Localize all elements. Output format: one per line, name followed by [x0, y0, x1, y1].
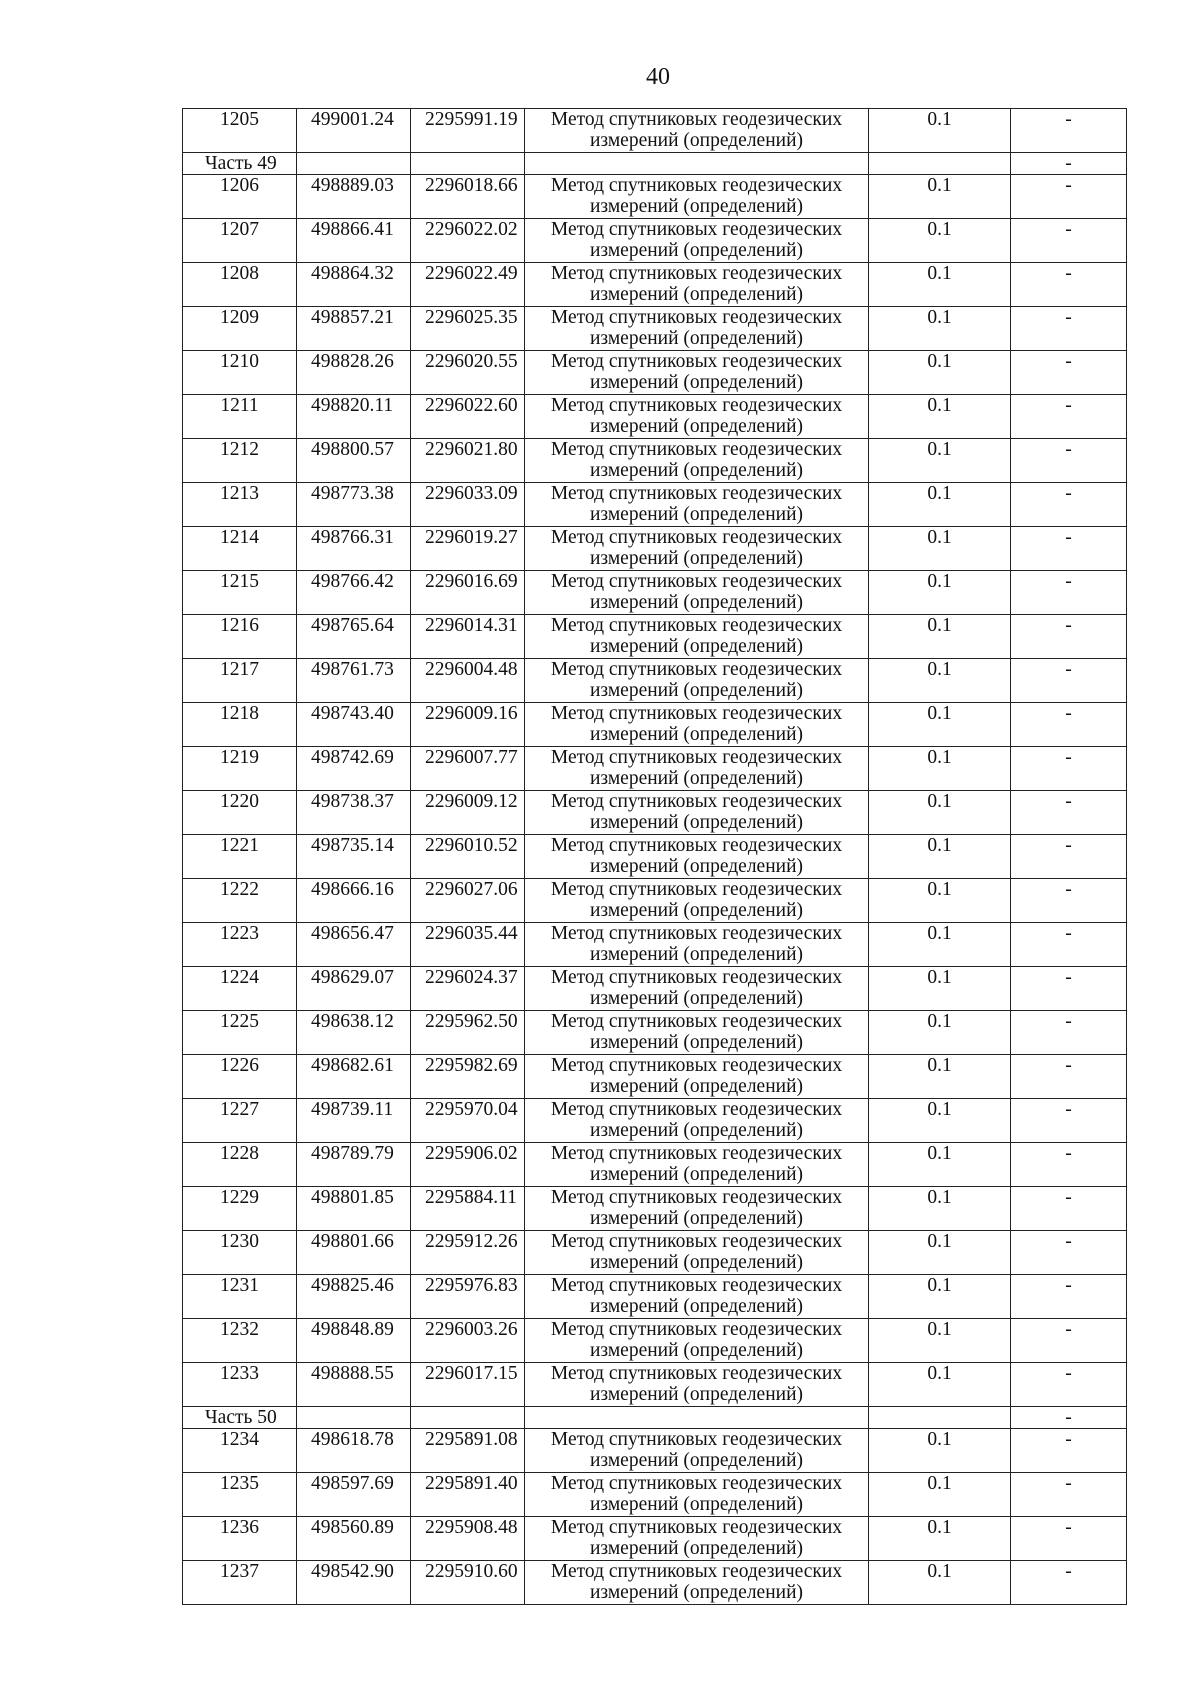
- y-coordinate-cell: 2295976.83: [411, 1275, 525, 1319]
- x-coordinate-cell: 498857.21: [297, 307, 411, 351]
- x-coordinate-cell: 498800.57: [297, 439, 411, 483]
- point-number-cell: 1216: [183, 615, 297, 659]
- accuracy-cell: 0.1: [869, 1473, 1011, 1517]
- x-coordinate-cell: 498560.89: [297, 1517, 411, 1561]
- x-coordinate-cell: 498761.73: [297, 659, 411, 703]
- extra-cell: -: [1011, 395, 1127, 439]
- method-cell: Метод спутниковых геодезических измерений (определений): [525, 219, 869, 263]
- x-coordinate-cell: 498825.46: [297, 1275, 411, 1319]
- table-row: [183, 263, 1127, 307]
- x-coordinate-cell: 498682.61: [297, 1055, 411, 1099]
- empty-cell: [869, 1407, 1011, 1429]
- extra-cell: -: [1011, 351, 1127, 395]
- x-coordinate-cell: 498864.32: [297, 263, 411, 307]
- x-coordinate-cell: 498789.79: [297, 1143, 411, 1187]
- y-coordinate-cell: 2296010.52: [411, 835, 525, 879]
- section-label: Часть 49: [183, 153, 297, 175]
- extra-cell: -: [1011, 571, 1127, 615]
- y-coordinate-cell: 2296021.80: [411, 439, 525, 483]
- x-coordinate-cell: 499001.24: [297, 109, 411, 153]
- empty-cell: [411, 153, 525, 175]
- extra-cell: -: [1011, 1363, 1127, 1407]
- method-cell: Метод спутниковых геодезических измерений (определений): [525, 109, 869, 153]
- extra-cell: -: [1011, 835, 1127, 879]
- method-cell: Метод спутниковых геодезических измерений (определений): [525, 659, 869, 703]
- y-coordinate-cell: 2296014.31: [411, 615, 525, 659]
- point-number-cell: 1235: [183, 1473, 297, 1517]
- x-coordinate-cell: 498739.11: [297, 1099, 411, 1143]
- accuracy-cell: 0.1: [869, 109, 1011, 153]
- y-coordinate-cell: 2295991.19: [411, 109, 525, 153]
- method-cell: Метод спутниковых геодезических измерений (определений): [525, 571, 869, 615]
- point-number-cell: 1221: [183, 835, 297, 879]
- point-number-cell: 1215: [183, 571, 297, 615]
- coordinates-table: [182, 108, 1127, 1605]
- accuracy-cell: 0.1: [869, 659, 1011, 703]
- x-coordinate-cell: 498765.64: [297, 615, 411, 659]
- accuracy-cell: 0.1: [869, 1055, 1011, 1099]
- point-number-cell: 1219: [183, 747, 297, 791]
- accuracy-cell: 0.1: [869, 1143, 1011, 1187]
- empty-cell: [525, 1407, 869, 1429]
- table-row: [183, 1517, 1127, 1561]
- point-number-cell: 1220: [183, 791, 297, 835]
- accuracy-cell: 0.1: [869, 703, 1011, 747]
- method-cell: Метод спутниковых геодезических измерений (определений): [525, 1561, 869, 1605]
- y-coordinate-cell: 2296027.06: [411, 879, 525, 923]
- x-coordinate-cell: 498828.26: [297, 351, 411, 395]
- method-cell: Метод спутниковых геодезических измерений (определений): [525, 175, 869, 219]
- extra-cell: -: [1011, 1231, 1127, 1275]
- y-coordinate-cell: 2296022.60: [411, 395, 525, 439]
- method-cell: Метод спутниковых геодезических измерений (определений): [525, 923, 869, 967]
- y-coordinate-cell: 2295891.40: [411, 1473, 525, 1517]
- method-cell: Метод спутниковых геодезических измерений (определений): [525, 1187, 869, 1231]
- point-number-cell: 1228: [183, 1143, 297, 1187]
- method-cell: Метод спутниковых геодезических измерений (определений): [525, 1055, 869, 1099]
- y-coordinate-cell: 2296009.12: [411, 791, 525, 835]
- method-cell: Метод спутниковых геодезических измерений (определений): [525, 967, 869, 1011]
- table-row: [183, 483, 1127, 527]
- x-coordinate-cell: 498638.12: [297, 1011, 411, 1055]
- x-coordinate-cell: 498766.42: [297, 571, 411, 615]
- y-coordinate-cell: 2295891.08: [411, 1429, 525, 1473]
- extra-cell: -: [1011, 967, 1127, 1011]
- table-row: [183, 395, 1127, 439]
- point-number-cell: 1234: [183, 1429, 297, 1473]
- accuracy-cell: 0.1: [869, 1275, 1011, 1319]
- accuracy-cell: 0.1: [869, 395, 1011, 439]
- x-coordinate-cell: 498666.16: [297, 879, 411, 923]
- y-coordinate-cell: 2296025.35: [411, 307, 525, 351]
- extra-cell: -: [1011, 1011, 1127, 1055]
- extra-cell: -: [1011, 747, 1127, 791]
- y-coordinate-cell: 2296007.77: [411, 747, 525, 791]
- accuracy-cell: 0.1: [869, 1231, 1011, 1275]
- method-cell: Метод спутниковых геодезических измерений (определений): [525, 307, 869, 351]
- method-cell: Метод спутниковых геодезических измерений (определений): [525, 703, 869, 747]
- y-coordinate-cell: 2296004.48: [411, 659, 525, 703]
- point-number-cell: 1226: [183, 1055, 297, 1099]
- extra-cell: -: [1011, 791, 1127, 835]
- table-row: [183, 615, 1127, 659]
- accuracy-cell: 0.1: [869, 175, 1011, 219]
- method-cell: Метод спутниковых геодезических измерений (определений): [525, 1517, 869, 1561]
- accuracy-cell: 0.1: [869, 967, 1011, 1011]
- table-row: [183, 1363, 1127, 1407]
- method-cell: Метод спутниковых геодезических измерений (определений): [525, 263, 869, 307]
- section-label: Часть 50: [183, 1407, 297, 1429]
- point-number-cell: 1237: [183, 1561, 297, 1605]
- accuracy-cell: 0.1: [869, 1187, 1011, 1231]
- x-coordinate-cell: 498801.66: [297, 1231, 411, 1275]
- point-number-cell: 1229: [183, 1187, 297, 1231]
- extra-cell: -: [1011, 263, 1127, 307]
- empty-cell: [869, 153, 1011, 175]
- extra-cell: -: [1011, 1517, 1127, 1561]
- accuracy-cell: 0.1: [869, 747, 1011, 791]
- accuracy-cell: 0.1: [869, 1561, 1011, 1605]
- y-coordinate-cell: 2296003.26: [411, 1319, 525, 1363]
- point-number-cell: 1227: [183, 1099, 297, 1143]
- extra-cell: -: [1011, 879, 1127, 923]
- point-number-cell: 1210: [183, 351, 297, 395]
- table-row: [183, 923, 1127, 967]
- method-cell: Метод спутниковых геодезических измерений (определений): [525, 1231, 869, 1275]
- accuracy-cell: 0.1: [869, 791, 1011, 835]
- point-number-cell: 1233: [183, 1363, 297, 1407]
- x-coordinate-cell: 498888.55: [297, 1363, 411, 1407]
- accuracy-cell: 0.1: [869, 439, 1011, 483]
- method-cell: Метод спутниковых геодезических измерений (определений): [525, 747, 869, 791]
- point-number-cell: 1207: [183, 219, 297, 263]
- y-coordinate-cell: 2295884.11: [411, 1187, 525, 1231]
- table-row: [183, 1275, 1127, 1319]
- method-cell: Метод спутниковых геодезических измерений (определений): [525, 527, 869, 571]
- empty-cell: [525, 153, 869, 175]
- point-number-cell: 1205: [183, 109, 297, 153]
- x-coordinate-cell: 498743.40: [297, 703, 411, 747]
- x-coordinate-cell: 498629.07: [297, 967, 411, 1011]
- extra-cell: -: [1011, 1473, 1127, 1517]
- table-row: [183, 109, 1127, 153]
- extra-cell: -: [1011, 615, 1127, 659]
- y-coordinate-cell: 2296019.27: [411, 527, 525, 571]
- extra-cell: -: [1011, 175, 1127, 219]
- x-coordinate-cell: 498866.41: [297, 219, 411, 263]
- accuracy-cell: 0.1: [869, 615, 1011, 659]
- extra-cell: -: [1011, 1561, 1127, 1605]
- table-row: [183, 967, 1127, 1011]
- table-row: [183, 527, 1127, 571]
- point-number-cell: 1230: [183, 1231, 297, 1275]
- y-coordinate-cell: 2295908.48: [411, 1517, 525, 1561]
- extra-cell: -: [1011, 153, 1127, 175]
- x-coordinate-cell: 498766.31: [297, 527, 411, 571]
- y-coordinate-cell: 2296022.49: [411, 263, 525, 307]
- method-cell: Метод спутниковых геодезических измерений (определений): [525, 615, 869, 659]
- method-cell: Метод спутниковых геодезических измерений (определений): [525, 1011, 869, 1055]
- extra-cell: -: [1011, 703, 1127, 747]
- point-number-cell: 1222: [183, 879, 297, 923]
- empty-cell: [411, 1407, 525, 1429]
- x-coordinate-cell: 498735.14: [297, 835, 411, 879]
- y-coordinate-cell: 2296035.44: [411, 923, 525, 967]
- point-number-cell: 1206: [183, 175, 297, 219]
- point-number-cell: 1214: [183, 527, 297, 571]
- table-row: [183, 1473, 1127, 1517]
- accuracy-cell: 0.1: [869, 483, 1011, 527]
- extra-cell: -: [1011, 659, 1127, 703]
- point-number-cell: 1212: [183, 439, 297, 483]
- y-coordinate-cell: 2296016.69: [411, 571, 525, 615]
- table-row: [183, 1099, 1127, 1143]
- method-cell: Метод спутниковых геодезических измерений (определений): [525, 1473, 869, 1517]
- empty-cell: [297, 153, 411, 175]
- point-number-cell: 1211: [183, 395, 297, 439]
- x-coordinate-cell: 498848.89: [297, 1319, 411, 1363]
- accuracy-cell: 0.1: [869, 571, 1011, 615]
- extra-cell: -: [1011, 923, 1127, 967]
- method-cell: Метод спутниковых геодезических измерений (определений): [525, 351, 869, 395]
- method-cell: Метод спутниковых геодезических измерений (определений): [525, 1319, 869, 1363]
- table-row: [183, 791, 1127, 835]
- extra-cell: -: [1011, 1187, 1127, 1231]
- y-coordinate-cell: 2295962.50: [411, 1011, 525, 1055]
- x-coordinate-cell: 498820.11: [297, 395, 411, 439]
- x-coordinate-cell: 498656.47: [297, 923, 411, 967]
- table-row: [183, 1011, 1127, 1055]
- table-row: [183, 747, 1127, 791]
- x-coordinate-cell: 498773.38: [297, 483, 411, 527]
- section-row: [183, 1407, 1127, 1429]
- accuracy-cell: 0.1: [869, 1011, 1011, 1055]
- extra-cell: -: [1011, 109, 1127, 153]
- method-cell: Метод спутниковых геодезических измерений (определений): [525, 1099, 869, 1143]
- accuracy-cell: 0.1: [869, 307, 1011, 351]
- point-number-cell: 1218: [183, 703, 297, 747]
- y-coordinate-cell: 2296022.02: [411, 219, 525, 263]
- page-number: 40: [646, 64, 670, 90]
- point-number-cell: 1217: [183, 659, 297, 703]
- table-row: [183, 835, 1127, 879]
- method-cell: Метод спутниковых геодезических измерений (определений): [525, 791, 869, 835]
- extra-cell: -: [1011, 1055, 1127, 1099]
- table-row: [183, 351, 1127, 395]
- method-cell: Метод спутниковых геодезических измерений (определений): [525, 395, 869, 439]
- empty-cell: [297, 1407, 411, 1429]
- extra-cell: -: [1011, 1429, 1127, 1473]
- table-row: [183, 571, 1127, 615]
- point-number-cell: 1208: [183, 263, 297, 307]
- method-cell: Метод спутниковых геодезических измерений (определений): [525, 835, 869, 879]
- x-coordinate-cell: 498597.69: [297, 1473, 411, 1517]
- accuracy-cell: 0.1: [869, 835, 1011, 879]
- table-row: [183, 659, 1127, 703]
- point-number-cell: 1236: [183, 1517, 297, 1561]
- table-row: [183, 439, 1127, 483]
- y-coordinate-cell: 2296017.15: [411, 1363, 525, 1407]
- point-number-cell: 1225: [183, 1011, 297, 1055]
- accuracy-cell: 0.1: [869, 923, 1011, 967]
- extra-cell: -: [1011, 483, 1127, 527]
- table-row: [183, 1561, 1127, 1605]
- accuracy-cell: 0.1: [869, 879, 1011, 923]
- extra-cell: -: [1011, 1407, 1127, 1429]
- method-cell: Метод спутниковых геодезических измерений (определений): [525, 1363, 869, 1407]
- extra-cell: -: [1011, 1275, 1127, 1319]
- y-coordinate-cell: 2296020.55: [411, 351, 525, 395]
- method-cell: Метод спутниковых геодезических измерений (определений): [525, 1429, 869, 1473]
- y-coordinate-cell: 2296018.66: [411, 175, 525, 219]
- method-cell: Метод спутниковых геодезических измерений (определений): [525, 1143, 869, 1187]
- point-number-cell: 1223: [183, 923, 297, 967]
- accuracy-cell: 0.1: [869, 263, 1011, 307]
- accuracy-cell: 0.1: [869, 219, 1011, 263]
- table-row: [183, 1429, 1127, 1473]
- method-cell: Метод спутниковых геодезических измерений (определений): [525, 483, 869, 527]
- point-number-cell: 1213: [183, 483, 297, 527]
- accuracy-cell: 0.1: [869, 1363, 1011, 1407]
- table-row: [183, 219, 1127, 263]
- table-row: [183, 879, 1127, 923]
- extra-cell: -: [1011, 1099, 1127, 1143]
- table-row: [183, 175, 1127, 219]
- accuracy-cell: 0.1: [869, 527, 1011, 571]
- x-coordinate-cell: 498801.85: [297, 1187, 411, 1231]
- table-row: [183, 1187, 1127, 1231]
- x-coordinate-cell: 498742.69: [297, 747, 411, 791]
- accuracy-cell: 0.1: [869, 1099, 1011, 1143]
- y-coordinate-cell: 2295912.26: [411, 1231, 525, 1275]
- point-number-cell: 1231: [183, 1275, 297, 1319]
- x-coordinate-cell: 498889.03: [297, 175, 411, 219]
- point-number-cell: 1209: [183, 307, 297, 351]
- extra-cell: -: [1011, 439, 1127, 483]
- y-coordinate-cell: 2296009.16: [411, 703, 525, 747]
- x-coordinate-cell: 498618.78: [297, 1429, 411, 1473]
- y-coordinate-cell: 2295982.69: [411, 1055, 525, 1099]
- accuracy-cell: 0.1: [869, 1429, 1011, 1473]
- y-coordinate-cell: 2296033.09: [411, 483, 525, 527]
- table-row: [183, 307, 1127, 351]
- y-coordinate-cell: 2295910.60: [411, 1561, 525, 1605]
- y-coordinate-cell: 2295970.04: [411, 1099, 525, 1143]
- x-coordinate-cell: 498542.90: [297, 1561, 411, 1605]
- table-row: [183, 703, 1127, 747]
- method-cell: Метод спутниковых геодезических измерений (определений): [525, 439, 869, 483]
- accuracy-cell: 0.1: [869, 1319, 1011, 1363]
- table-row: [183, 1231, 1127, 1275]
- table-row: [183, 1319, 1127, 1363]
- extra-cell: -: [1011, 219, 1127, 263]
- y-coordinate-cell: 2295906.02: [411, 1143, 525, 1187]
- extra-cell: -: [1011, 527, 1127, 571]
- extra-cell: -: [1011, 1143, 1127, 1187]
- x-coordinate-cell: 498738.37: [297, 791, 411, 835]
- extra-cell: -: [1011, 307, 1127, 351]
- point-number-cell: 1224: [183, 967, 297, 1011]
- extra-cell: -: [1011, 1319, 1127, 1363]
- method-cell: Метод спутниковых геодезических измерений (определений): [525, 1275, 869, 1319]
- table-row: [183, 1055, 1127, 1099]
- method-cell: Метод спутниковых геодезических измерений (определений): [525, 879, 869, 923]
- accuracy-cell: 0.1: [869, 351, 1011, 395]
- y-coordinate-cell: 2296024.37: [411, 967, 525, 1011]
- table-row: [183, 1143, 1127, 1187]
- section-row: [183, 153, 1127, 175]
- point-number-cell: 1232: [183, 1319, 297, 1363]
- coordinates-table-body: [183, 109, 1127, 1605]
- accuracy-cell: 0.1: [869, 1517, 1011, 1561]
